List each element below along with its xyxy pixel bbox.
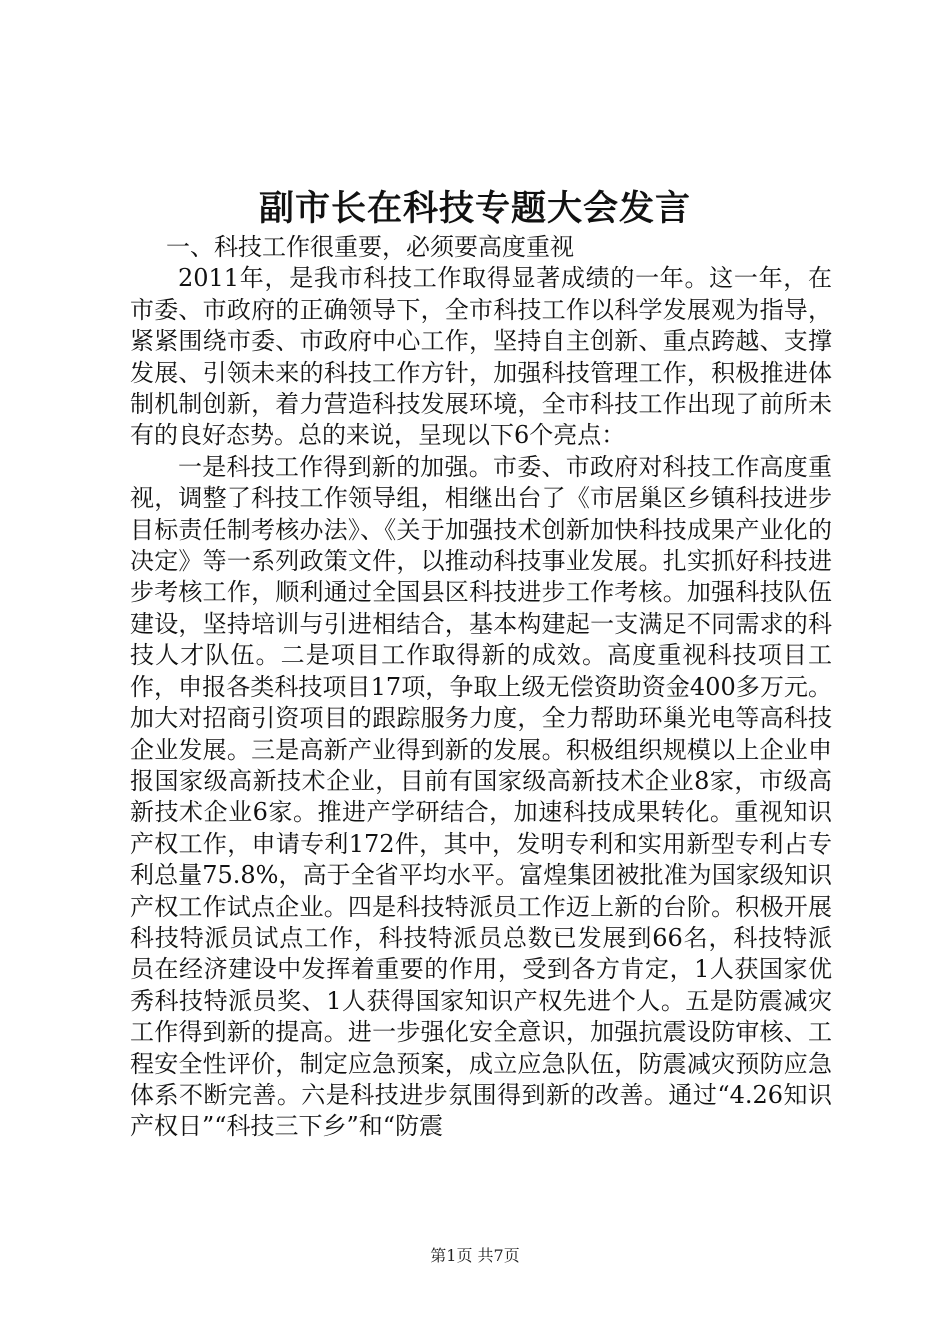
page-footer: 第1页 共7页 (430, 1246, 520, 1265)
body-paragraph: 一是科技工作得到新的加强。市委、市政府对科技工作高度重视，调整了科技工作领导组，相继出台了《市居巢区乡镇科技进步目标责任制考核办法》、《关于加强技术创新加快科技成果产业化的决定》等一系列政策文件，以推动科技事业发展。扎实抓好科技进步考核工作，顺利通过全国县区科技进步工作考核。加强科技队伍建设，坚持培训与引进相结合，基本构建起一支满足不同需求的科技人才队伍。二是项目工作取得新的成效。高度重视科技项目工作，申报各类科技项目17项，争取上级无偿资助资金400多万元。加大对招商引资项目的跟踪服务力度，全力帮助环巢光电等高科技企业发展。三是高新产业得到新的发展。积极组织规模以上企业申报国家级高新技术企业，目前有国家级高新技术企业8家，市级高新技术企业6家。推进产学研结合，加速科技成果转化。重视知识产权工作，申请专利172件，其中，发明专利和实用新型专利占专利总量75.8%，高于全省平均水平。富煌集团被批准为国家级知识产权工作试点企业。四是科技特派员工作迈上新的台阶。积极开展科技特派员试点工作，科技特派员总数已发展到66名，科技特派员在经济建设中发挥着重要的作用，受到各方肯定，1人获国家优秀科技特派员奖、1人获得国家知识产权先进个人。五是防震减灾工作得到新的提高。进一步强化安全意识，加强抗震设防审核、工程安全性评价，制定应急预案，成立应急队伍，防震减灾预防应急体系不断完善。六是科技进步氛围得到新的改善。通过“4.26知识产权日”“科技三下乡”和“防震 (130, 452, 832, 1141)
document-title: 副市长在科技专题大会发言 (258, 188, 691, 229)
document-body (130, 232, 832, 1143)
body-paragraph: 2011年，是我市科技工作取得显著成绩的一年。这一年，在市委、市政府的正确领导下，全市科技工作以科学发展观为指导，紧紧围绕市委、市政府中心工作，坚持自主创新、重点跨越、支撑发展、引领未来的科技工作方针，加强科技管理工作，积极推进体制机制创新，着力营造科技发展环境，全市科技工作出现了前所未有的良好态势。总的来说，呈现以下6个亮点： (130, 264, 832, 450)
section-heading: 一、科技工作很重要，必须要高度重视 (166, 233, 574, 261)
